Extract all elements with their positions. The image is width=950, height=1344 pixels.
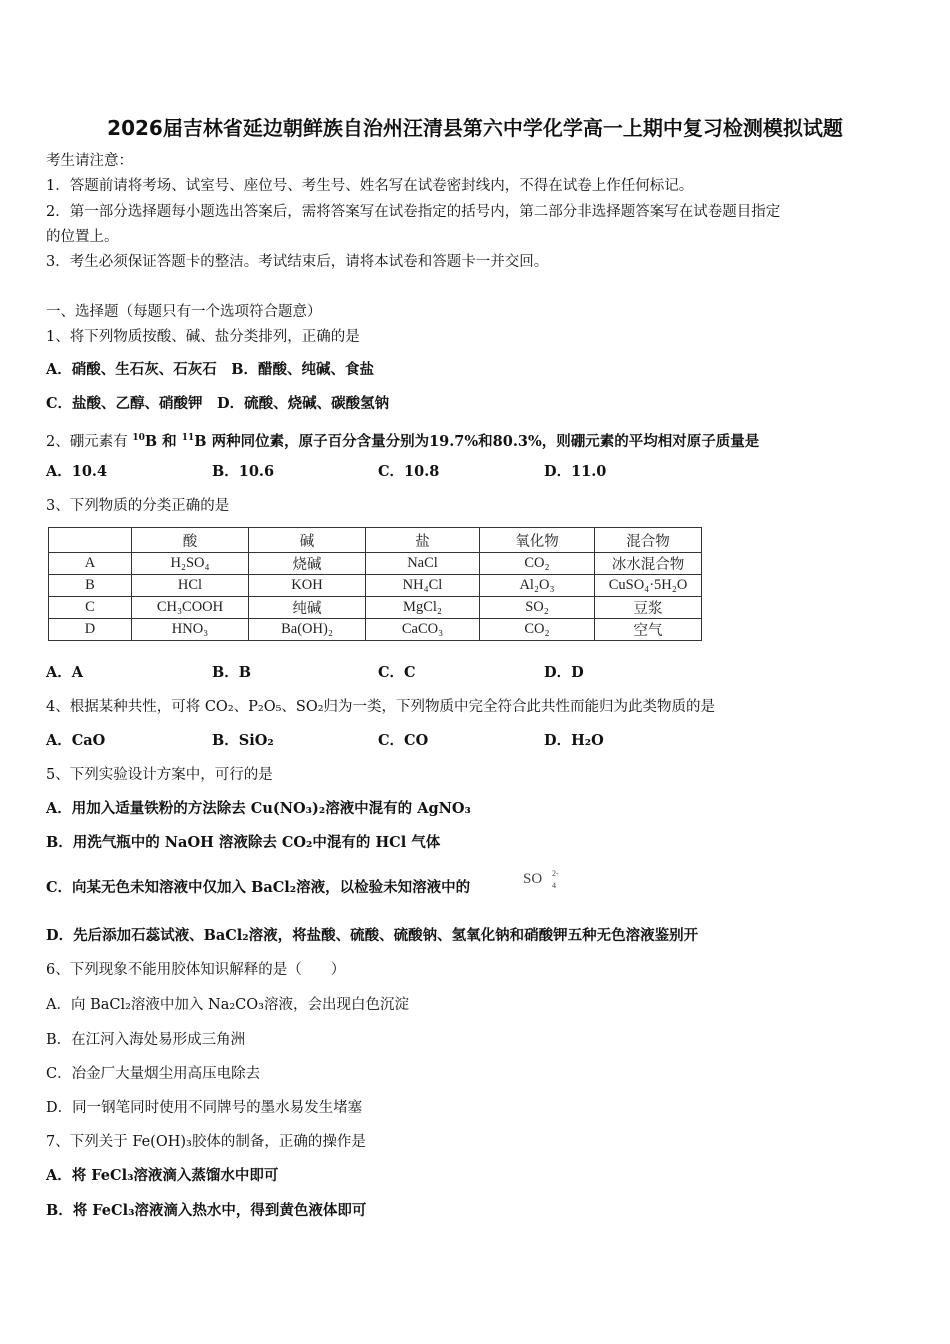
table-cell: 豆浆 <box>595 597 702 619</box>
option-c: C．10.8 <box>378 463 440 480</box>
option-a: A．CaO <box>46 732 106 749</box>
table-cell: MgCl₂ <box>366 597 480 619</box>
table-cell: B <box>49 575 132 597</box>
option-a: A．10.4 <box>46 463 108 480</box>
ion-symbol: SO <box>523 871 543 887</box>
question-1-stem: 1、将下列物质按酸、碱、盐分类排列，正确的是 <box>46 329 360 345</box>
table-cell: Al₂O₃ <box>480 575 595 597</box>
table-header-cell: 氧化物 <box>480 528 595 553</box>
table-cell: 空气 <box>595 619 702 641</box>
table-cell: 纯碱 <box>249 597 366 619</box>
question-5-option-b: B．用洗气瓶中的 NaOH 溶液除去 CO₂中混有的 HCl 气体 <box>46 834 441 851</box>
isotope-mass: 10 <box>132 433 145 443</box>
table-header-cell: 盐 <box>366 528 480 553</box>
table-header-cell: 混合物 <box>595 528 702 553</box>
question-7-option-a: A．将 FeCl₃溶液滴入蒸馏水中即可 <box>46 1167 279 1184</box>
table-header-row <box>49 528 702 553</box>
question-4-options <box>46 731 710 751</box>
table-cell: HNO₃ <box>132 619 249 641</box>
table-row <box>49 575 702 597</box>
question-2-stem <box>46 428 759 452</box>
table-cell: CO₂ <box>480 553 595 575</box>
question-6-option-a: A．向 BaCl₂溶液中加入 Na₂CO₃溶液，会出现白色沉淀 <box>46 997 409 1013</box>
classification-table <box>48 527 702 641</box>
question-6-stem: 6、下列现象不能用胶体知识解释的是（ ） <box>46 962 346 978</box>
option-b: B．SiO₂ <box>212 732 274 749</box>
option-a: A．A <box>46 664 84 681</box>
question-1-options-row: A．硝酸、生石灰、石灰石 B．醋酸、纯碱、食盐 <box>46 361 375 378</box>
notice-item: 3．考生必须保证答题卡的整洁。考试结束后，请将本试卷和答题卡一并交回。 <box>46 254 549 270</box>
option-d: D．D <box>544 664 584 681</box>
question-6-option-c: C．冶金厂大量烟尘用高压电除去 <box>46 1066 261 1082</box>
table-cell: 烧碱 <box>249 553 366 575</box>
table-cell: SO₂ <box>480 597 595 619</box>
page-title: 2026届吉林省延边朝鲜族自治州汪清县第六中学化学高一上期中复习检测模拟试题 <box>107 116 843 140</box>
option-b: B．10.6 <box>212 463 275 480</box>
table-cell: 冰水混合物 <box>595 553 702 575</box>
sulfate-ion-formula <box>523 869 559 890</box>
table-row <box>49 597 702 619</box>
option-d: D．11.0 <box>544 463 607 480</box>
question-5-option-a: A．用加入适量铁粉的方法除去 Cu(NO₃)₂溶液中混有的 AgNO₃ <box>46 800 471 817</box>
notice-item: 1．答题前请将考场、试室号、座位号、考生号、姓名写在试卷密封线内，不得在试卷上作任何标记。 <box>46 178 694 194</box>
option-d: D．H₂O <box>544 732 604 749</box>
ion-subscript: 4 <box>552 881 556 890</box>
table-cell: A <box>49 553 132 575</box>
table-cell: NaCl <box>366 553 480 575</box>
stem-text: 2、硼元素有 <box>46 434 133 450</box>
question-7-stem: 7、下列关于 Fe(OH)₃胶体的制备，正确的操作是 <box>46 1134 366 1150</box>
question-5-option-c: C．向某无色未知溶液中仅加入 BaCl₂溶液，以检验未知溶液中的 <box>46 879 471 896</box>
table-cell: NH₄Cl <box>366 575 480 597</box>
table-cell: CH₃COOH <box>132 597 249 619</box>
table-cell: C <box>49 597 132 619</box>
table-cell: Ba(OH)₂ <box>249 619 366 641</box>
table-cell: CaCO₃ <box>366 619 480 641</box>
option-c: C．C <box>378 664 416 681</box>
section-heading: 一、选择题（每题只有一个选项符合题意） <box>46 304 322 320</box>
stem-text: B 和 <box>144 433 182 450</box>
notice-item: 2．第一部分选择题每小题选出答案后，需将答案写在试卷指定的括号内，第二部分非选择题答案写在试卷题目指定 <box>46 204 781 220</box>
table-cell: H₂SO₄ <box>132 553 249 575</box>
table-cell: HCl <box>132 575 249 597</box>
question-4-stem: 4、根据某种共性，可将 CO₂、P₂O₅、SO₂归为一类，下列物质中完全符合此共性而能归为此类物质的是 <box>46 699 716 715</box>
notice-heading: 考生请注意： <box>46 153 133 169</box>
option-b: B．B <box>212 664 252 681</box>
ion-charge: 2- <box>552 869 559 878</box>
question-2-options <box>46 462 710 482</box>
table-cell: CuSO₄·5H₂O <box>595 575 702 597</box>
table-row <box>49 619 702 641</box>
table-header-cell: 碱 <box>249 528 366 553</box>
question-6-option-d: D．同一钢笔同时使用不同牌号的墨水易发生堵塞 <box>46 1100 363 1116</box>
isotope-mass: 11 <box>181 433 195 443</box>
question-1-options-row: C．盐酸、乙醇、硝酸钾 D．硫酸、烧碱、碳酸氢钠 <box>46 395 390 412</box>
table-row <box>49 553 702 575</box>
question-5-option-d: D．先后添加石蕊试液、BaCl₂溶液，将盐酸、硫酸、硫酸钠、氢氧化钠和硝酸钾五种无色溶液鉴别开 <box>46 927 699 944</box>
question-6-option-b: B．在江河入海处易形成三角洲 <box>46 1032 246 1048</box>
question-3-options <box>46 663 710 683</box>
table-cell: D <box>49 619 132 641</box>
stem-text: B 两种同位素，原子百分含量分别为19.7%和80.3%，则硼元素的平均相对原子质量是 <box>194 433 760 450</box>
question-7-option-b: B．将 FeCl₃溶液滴入热水中，得到黄色液体即可 <box>46 1202 367 1219</box>
option-c: C．CO <box>378 732 429 749</box>
table-cell: CO₂ <box>480 619 595 641</box>
table-header-cell <box>49 528 132 553</box>
table-header-cell: 酸 <box>132 528 249 553</box>
notice-item: 的位置上。 <box>46 229 119 245</box>
question-3-stem: 3、下列物质的分类正确的是 <box>46 498 230 514</box>
table-cell: KOH <box>249 575 366 597</box>
question-5-stem: 5、下列实验设计方案中，可行的是 <box>46 767 273 783</box>
